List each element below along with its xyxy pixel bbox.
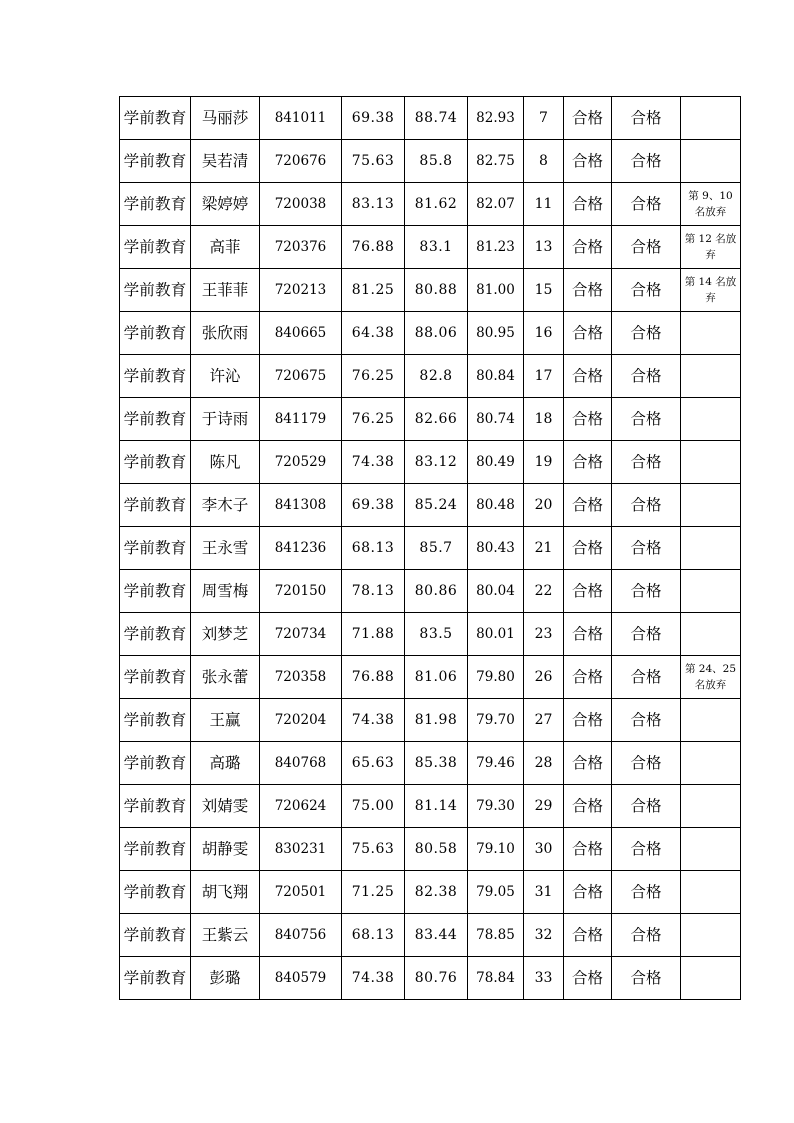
result-1-cell: 合格 bbox=[564, 484, 612, 527]
result-2-cell: 合格 bbox=[612, 183, 681, 226]
result-1-cell: 合格 bbox=[564, 527, 612, 570]
result-1-cell: 合格 bbox=[564, 957, 612, 1000]
major-cell: 学前教育 bbox=[120, 570, 191, 613]
name-cell: 马丽莎 bbox=[191, 97, 260, 140]
note-cell bbox=[681, 355, 741, 398]
candidate-id-cell: 841236 bbox=[260, 527, 342, 570]
total-score-cell: 79.30 bbox=[468, 785, 524, 828]
score-1-cell: 69.38 bbox=[342, 97, 405, 140]
score-1-cell: 65.63 bbox=[342, 742, 405, 785]
total-score-cell: 78.84 bbox=[468, 957, 524, 1000]
candidate-id-cell: 840665 bbox=[260, 312, 342, 355]
total-score-cell: 78.85 bbox=[468, 914, 524, 957]
result-2-cell: 合格 bbox=[612, 355, 681, 398]
candidate-id-cell: 830231 bbox=[260, 828, 342, 871]
major-cell: 学前教育 bbox=[120, 484, 191, 527]
note-cell bbox=[681, 570, 741, 613]
table-row bbox=[120, 613, 741, 656]
name-cell: 高璐 bbox=[191, 742, 260, 785]
candidate-id-cell: 720501 bbox=[260, 871, 342, 914]
result-1-cell: 合格 bbox=[564, 97, 612, 140]
note-cell bbox=[681, 742, 741, 785]
score-2-cell: 81.98 bbox=[405, 699, 468, 742]
table-row bbox=[120, 226, 741, 269]
result-2-cell: 合格 bbox=[612, 269, 681, 312]
table-body bbox=[120, 97, 741, 1000]
note-cell: 第 9、10 名放弃 bbox=[681, 183, 741, 226]
score-2-cell: 83.12 bbox=[405, 441, 468, 484]
major-cell: 学前教育 bbox=[120, 355, 191, 398]
rank-cell: 29 bbox=[524, 785, 564, 828]
name-cell: 梁婷婷 bbox=[191, 183, 260, 226]
name-cell: 王菲菲 bbox=[191, 269, 260, 312]
table-row bbox=[120, 570, 741, 613]
result-2-cell: 合格 bbox=[612, 484, 681, 527]
score-2-cell: 85.24 bbox=[405, 484, 468, 527]
result-1-cell: 合格 bbox=[564, 828, 612, 871]
major-cell: 学前教育 bbox=[120, 97, 191, 140]
candidate-id-cell: 841179 bbox=[260, 398, 342, 441]
candidate-id-cell: 720204 bbox=[260, 699, 342, 742]
score-1-cell: 71.88 bbox=[342, 613, 405, 656]
candidate-id-cell: 840579 bbox=[260, 957, 342, 1000]
score-1-cell: 75.00 bbox=[342, 785, 405, 828]
score-1-cell: 74.38 bbox=[342, 441, 405, 484]
note-cell bbox=[681, 484, 741, 527]
major-cell: 学前教育 bbox=[120, 742, 191, 785]
name-cell: 胡静雯 bbox=[191, 828, 260, 871]
candidate-id-cell: 720150 bbox=[260, 570, 342, 613]
table-row bbox=[120, 957, 741, 1000]
result-2-cell: 合格 bbox=[612, 441, 681, 484]
note-cell: 第 24、25 名放弃 bbox=[681, 656, 741, 699]
note-cell bbox=[681, 914, 741, 957]
score-1-cell: 75.63 bbox=[342, 140, 405, 183]
score-2-cell: 83.44 bbox=[405, 914, 468, 957]
score-1-cell: 69.38 bbox=[342, 484, 405, 527]
result-1-cell: 合格 bbox=[564, 742, 612, 785]
rank-cell: 16 bbox=[524, 312, 564, 355]
result-1-cell: 合格 bbox=[564, 570, 612, 613]
candidate-id-cell: 841011 bbox=[260, 97, 342, 140]
score-2-cell: 82.38 bbox=[405, 871, 468, 914]
score-1-cell: 78.13 bbox=[342, 570, 405, 613]
major-cell: 学前教育 bbox=[120, 656, 191, 699]
major-cell: 学前教育 bbox=[120, 312, 191, 355]
candidate-id-cell: 841308 bbox=[260, 484, 342, 527]
score-2-cell: 85.38 bbox=[405, 742, 468, 785]
score-1-cell: 71.25 bbox=[342, 871, 405, 914]
score-1-cell: 83.13 bbox=[342, 183, 405, 226]
result-2-cell: 合格 bbox=[612, 871, 681, 914]
result-1-cell: 合格 bbox=[564, 914, 612, 957]
result-1-cell: 合格 bbox=[564, 656, 612, 699]
name-cell: 王赢 bbox=[191, 699, 260, 742]
result-2-cell: 合格 bbox=[612, 742, 681, 785]
note-cell bbox=[681, 957, 741, 1000]
score-2-cell: 81.62 bbox=[405, 183, 468, 226]
major-cell: 学前教育 bbox=[120, 914, 191, 957]
score-2-cell: 83.5 bbox=[405, 613, 468, 656]
table-row bbox=[120, 140, 741, 183]
total-score-cell: 82.07 bbox=[468, 183, 524, 226]
candidate-id-cell: 720358 bbox=[260, 656, 342, 699]
score-1-cell: 76.25 bbox=[342, 355, 405, 398]
result-1-cell: 合格 bbox=[564, 269, 612, 312]
result-2-cell: 合格 bbox=[612, 398, 681, 441]
score-2-cell: 82.8 bbox=[405, 355, 468, 398]
score-2-cell: 81.06 bbox=[405, 656, 468, 699]
result-1-cell: 合格 bbox=[564, 140, 612, 183]
rank-cell: 26 bbox=[524, 656, 564, 699]
score-1-cell: 76.88 bbox=[342, 656, 405, 699]
table-row bbox=[120, 269, 741, 312]
result-1-cell: 合格 bbox=[564, 398, 612, 441]
score-2-cell: 85.8 bbox=[405, 140, 468, 183]
note-cell bbox=[681, 785, 741, 828]
result-1-cell: 合格 bbox=[564, 699, 612, 742]
result-2-cell: 合格 bbox=[612, 656, 681, 699]
name-cell: 张欣雨 bbox=[191, 312, 260, 355]
result-2-cell: 合格 bbox=[612, 97, 681, 140]
note-cell bbox=[681, 699, 741, 742]
rank-cell: 27 bbox=[524, 699, 564, 742]
candidate-id-cell: 720038 bbox=[260, 183, 342, 226]
note-cell bbox=[681, 828, 741, 871]
table-row bbox=[120, 484, 741, 527]
major-cell: 学前教育 bbox=[120, 226, 191, 269]
total-score-cell: 81.00 bbox=[468, 269, 524, 312]
rank-cell: 28 bbox=[524, 742, 564, 785]
score-2-cell: 85.7 bbox=[405, 527, 468, 570]
score-2-cell: 80.58 bbox=[405, 828, 468, 871]
score-2-cell: 88.74 bbox=[405, 97, 468, 140]
result-1-cell: 合格 bbox=[564, 785, 612, 828]
note-cell bbox=[681, 312, 741, 355]
score-1-cell: 64.38 bbox=[342, 312, 405, 355]
major-cell: 学前教育 bbox=[120, 183, 191, 226]
note-cell bbox=[681, 441, 741, 484]
rank-cell: 11 bbox=[524, 183, 564, 226]
result-2-cell: 合格 bbox=[612, 785, 681, 828]
rank-cell: 22 bbox=[524, 570, 564, 613]
name-cell: 许沁 bbox=[191, 355, 260, 398]
total-score-cell: 79.70 bbox=[468, 699, 524, 742]
table-row bbox=[120, 398, 741, 441]
score-2-cell: 83.1 bbox=[405, 226, 468, 269]
major-cell: 学前教育 bbox=[120, 527, 191, 570]
name-cell: 李木子 bbox=[191, 484, 260, 527]
table-row bbox=[120, 355, 741, 398]
candidate-id-cell: 720734 bbox=[260, 613, 342, 656]
note-cell bbox=[681, 613, 741, 656]
rank-cell: 21 bbox=[524, 527, 564, 570]
name-cell: 陈凡 bbox=[191, 441, 260, 484]
major-cell: 学前教育 bbox=[120, 699, 191, 742]
score-1-cell: 76.25 bbox=[342, 398, 405, 441]
candidate-id-cell: 840756 bbox=[260, 914, 342, 957]
score-2-cell: 80.86 bbox=[405, 570, 468, 613]
total-score-cell: 81.23 bbox=[468, 226, 524, 269]
name-cell: 高菲 bbox=[191, 226, 260, 269]
name-cell: 王紫云 bbox=[191, 914, 260, 957]
results-table bbox=[119, 96, 741, 1000]
rank-cell: 33 bbox=[524, 957, 564, 1000]
score-1-cell: 75.63 bbox=[342, 828, 405, 871]
rank-cell: 31 bbox=[524, 871, 564, 914]
result-2-cell: 合格 bbox=[612, 957, 681, 1000]
result-2-cell: 合格 bbox=[612, 914, 681, 957]
total-score-cell: 80.84 bbox=[468, 355, 524, 398]
major-cell: 学前教育 bbox=[120, 398, 191, 441]
note-cell bbox=[681, 398, 741, 441]
result-1-cell: 合格 bbox=[564, 355, 612, 398]
score-1-cell: 68.13 bbox=[342, 914, 405, 957]
result-2-cell: 合格 bbox=[612, 570, 681, 613]
total-score-cell: 79.46 bbox=[468, 742, 524, 785]
candidate-id-cell: 720624 bbox=[260, 785, 342, 828]
total-score-cell: 80.01 bbox=[468, 613, 524, 656]
major-cell: 学前教育 bbox=[120, 269, 191, 312]
result-2-cell: 合格 bbox=[612, 613, 681, 656]
rank-cell: 23 bbox=[524, 613, 564, 656]
score-1-cell: 68.13 bbox=[342, 527, 405, 570]
result-1-cell: 合格 bbox=[564, 871, 612, 914]
major-cell: 学前教育 bbox=[120, 785, 191, 828]
result-1-cell: 合格 bbox=[564, 613, 612, 656]
table-row bbox=[120, 742, 741, 785]
rank-cell: 18 bbox=[524, 398, 564, 441]
table-row bbox=[120, 785, 741, 828]
score-2-cell: 80.76 bbox=[405, 957, 468, 1000]
total-score-cell: 79.80 bbox=[468, 656, 524, 699]
name-cell: 刘婧雯 bbox=[191, 785, 260, 828]
result-2-cell: 合格 bbox=[612, 699, 681, 742]
table-row bbox=[120, 871, 741, 914]
candidate-id-cell: 720675 bbox=[260, 355, 342, 398]
result-2-cell: 合格 bbox=[612, 312, 681, 355]
major-cell: 学前教育 bbox=[120, 871, 191, 914]
score-2-cell: 82.66 bbox=[405, 398, 468, 441]
result-2-cell: 合格 bbox=[612, 828, 681, 871]
rank-cell: 30 bbox=[524, 828, 564, 871]
major-cell: 学前教育 bbox=[120, 140, 191, 183]
candidate-id-cell: 720529 bbox=[260, 441, 342, 484]
total-score-cell: 80.04 bbox=[468, 570, 524, 613]
total-score-cell: 80.43 bbox=[468, 527, 524, 570]
major-cell: 学前教育 bbox=[120, 957, 191, 1000]
table-row bbox=[120, 828, 741, 871]
rank-cell: 8 bbox=[524, 140, 564, 183]
name-cell: 张永蕾 bbox=[191, 656, 260, 699]
table-row bbox=[120, 97, 741, 140]
note-cell bbox=[681, 527, 741, 570]
score-2-cell: 81.14 bbox=[405, 785, 468, 828]
rank-cell: 32 bbox=[524, 914, 564, 957]
result-1-cell: 合格 bbox=[564, 226, 612, 269]
total-score-cell: 80.49 bbox=[468, 441, 524, 484]
name-cell: 刘梦芝 bbox=[191, 613, 260, 656]
total-score-cell: 80.74 bbox=[468, 398, 524, 441]
table-row bbox=[120, 699, 741, 742]
total-score-cell: 79.05 bbox=[468, 871, 524, 914]
name-cell: 周雪梅 bbox=[191, 570, 260, 613]
table-row bbox=[120, 914, 741, 957]
total-score-cell: 79.10 bbox=[468, 828, 524, 871]
major-cell: 学前教育 bbox=[120, 613, 191, 656]
score-1-cell: 74.38 bbox=[342, 957, 405, 1000]
name-cell: 胡飞翔 bbox=[191, 871, 260, 914]
score-1-cell: 76.88 bbox=[342, 226, 405, 269]
table-row bbox=[120, 527, 741, 570]
table-row bbox=[120, 441, 741, 484]
rank-cell: 17 bbox=[524, 355, 564, 398]
table-row bbox=[120, 183, 741, 226]
rank-cell: 20 bbox=[524, 484, 564, 527]
total-score-cell: 82.75 bbox=[468, 140, 524, 183]
candidate-id-cell: 720213 bbox=[260, 269, 342, 312]
note-cell: 第 12 名放弃 bbox=[681, 226, 741, 269]
name-cell: 于诗雨 bbox=[191, 398, 260, 441]
score-1-cell: 74.38 bbox=[342, 699, 405, 742]
rank-cell: 15 bbox=[524, 269, 564, 312]
result-1-cell: 合格 bbox=[564, 312, 612, 355]
note-cell bbox=[681, 871, 741, 914]
table-row bbox=[120, 656, 741, 699]
note-cell bbox=[681, 97, 741, 140]
table-row bbox=[120, 312, 741, 355]
rank-cell: 19 bbox=[524, 441, 564, 484]
total-score-cell: 80.48 bbox=[468, 484, 524, 527]
name-cell: 王永雪 bbox=[191, 527, 260, 570]
result-2-cell: 合格 bbox=[612, 527, 681, 570]
total-score-cell: 80.95 bbox=[468, 312, 524, 355]
major-cell: 学前教育 bbox=[120, 828, 191, 871]
score-1-cell: 81.25 bbox=[342, 269, 405, 312]
score-2-cell: 80.88 bbox=[405, 269, 468, 312]
rank-cell: 13 bbox=[524, 226, 564, 269]
candidate-id-cell: 720376 bbox=[260, 226, 342, 269]
score-2-cell: 88.06 bbox=[405, 312, 468, 355]
major-cell: 学前教育 bbox=[120, 441, 191, 484]
result-1-cell: 合格 bbox=[564, 441, 612, 484]
candidate-id-cell: 840768 bbox=[260, 742, 342, 785]
name-cell: 彭璐 bbox=[191, 957, 260, 1000]
result-2-cell: 合格 bbox=[612, 140, 681, 183]
note-cell bbox=[681, 140, 741, 183]
rank-cell: 7 bbox=[524, 97, 564, 140]
candidate-id-cell: 720676 bbox=[260, 140, 342, 183]
total-score-cell: 82.93 bbox=[468, 97, 524, 140]
name-cell: 吴若清 bbox=[191, 140, 260, 183]
result-2-cell: 合格 bbox=[612, 226, 681, 269]
note-cell: 第 14 名放弃 bbox=[681, 269, 741, 312]
result-1-cell: 合格 bbox=[564, 183, 612, 226]
